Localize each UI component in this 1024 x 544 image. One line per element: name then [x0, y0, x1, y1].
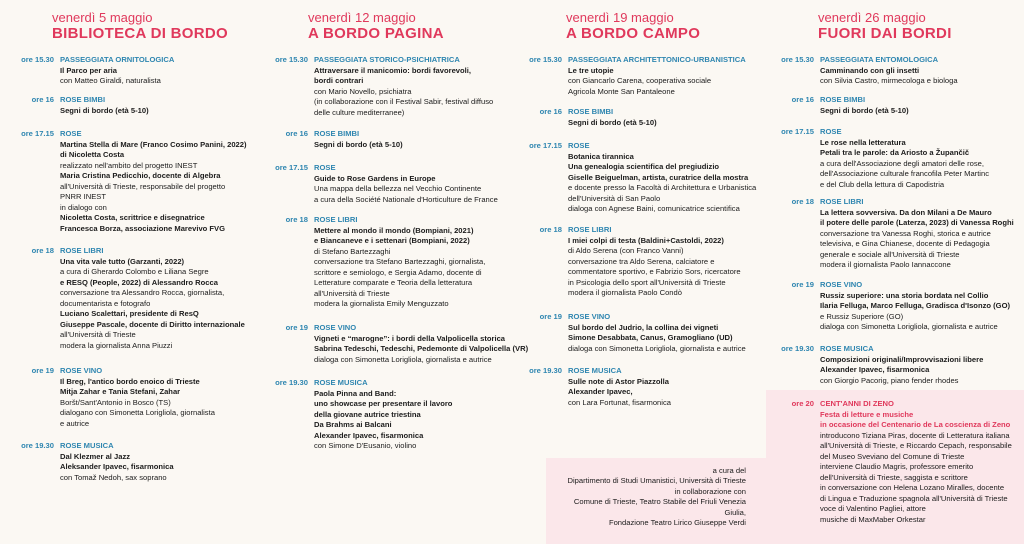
day-date: venerdì 19 maggio [566, 10, 674, 25]
event-category: ROSE LIBRI [60, 246, 104, 255]
event-line: Vigneti e “marogne”: i bordi della Valpolicella storica [314, 333, 506, 343]
event-time: ore 15.30 [275, 55, 308, 64]
event-line: Giselle Beiguelman, artista, curatrice della mostra [568, 172, 749, 182]
event-line: e del Club della lettura di Capodistria [820, 179, 945, 189]
event-line: dialoga con Agnese Baini, comunicatrice scientifica [568, 204, 740, 213]
credits-line: a cura del [712, 466, 746, 475]
event-line: con Giorgio Pacorig, piano fender rhodes [820, 375, 959, 385]
event-line: con Matteo Giraldi, naturalista [60, 76, 161, 85]
event-line: in occasione del Centenario de La coscienza di Zeno [820, 420, 1011, 429]
event-time: ore 16 [31, 95, 54, 104]
event-line: Una vita vale tutto (Garzanti, 2022) [60, 256, 185, 266]
event-line: Francesca Borza, associazione Marevivo FVG [60, 223, 226, 233]
event-line: di Nicoletta Costa [60, 150, 125, 159]
credits-line: in collaborazione con [674, 486, 746, 496]
credits-line: Comune di Trieste, Teatro Stabile del Friuli Venezia Giulia, [573, 497, 746, 517]
event-line: Sabrina Tedeschi, Tedeschi, Pedemonte di Valpolicella (VR) [314, 344, 529, 353]
event-line: Mitja Zahar e Tania Stefani, Zahar [60, 387, 181, 396]
event-category: ROSE LIBRI [568, 225, 612, 234]
event-line: e Biancaneve e i settenari (Bompiani, 2022) [314, 236, 470, 245]
event-body [568, 312, 764, 354]
event-line: interviene Claudio Magris, professore emerito [820, 462, 974, 471]
event-body [568, 366, 764, 408]
event-line: dialoga con Simonetta Lorigliola, giornalista e autrice [568, 343, 746, 353]
event-line: Martina Stella di Mare (Franco Cosimo Panini, 2022) [60, 139, 247, 149]
event-line: con Giancarlo Carena, cooperativa sociale [568, 76, 712, 85]
event-line: con Silvia Castro, mirmecologa e biologa [820, 76, 958, 85]
day-date: venerdì 5 maggio [52, 10, 153, 25]
event-line: Luciano Scalettari, presidente di ResQ [60, 309, 199, 318]
event-body [60, 441, 256, 483]
event-body [314, 215, 510, 310]
event-time: ore 19 [31, 366, 54, 375]
event-line: del Museo Sveviano del Comune di Trieste [820, 451, 965, 461]
event-line: Russiz superiore: una storia bordata nel Collio [820, 290, 989, 300]
day-title: FUORI DAI BORDI [818, 25, 952, 42]
event-line: e docente presso la Facoltà di Architettura e Urbanistica [568, 183, 757, 192]
credits-line: Fondazione Teatro Lirico Giuseppe Verdi [608, 518, 746, 528]
event-line: (in collaborazione con il Festival Sabir, festival diffuso [314, 97, 494, 106]
event-time: ore 19.30 [275, 378, 308, 387]
event-body [60, 95, 256, 116]
event-line: della giovane autrice triestina [314, 409, 421, 419]
event-time: ore 16 [791, 95, 814, 104]
event-line: all'Università di Trieste [60, 330, 136, 339]
event-time: ore 17.15 [21, 129, 54, 138]
event-time: ore 19.30 [529, 366, 562, 375]
event-body [568, 55, 764, 97]
event-line: documentarista e fotografo [60, 298, 151, 308]
event-time: ore 19 [791, 280, 814, 289]
event-line: Da Brahms ai Balcani [314, 420, 392, 429]
event-category: CENT'ANNI DI ZENO [820, 399, 894, 408]
event-line: dialoga con Simonetta Lorigliola, giornalista e autrice [820, 322, 998, 331]
event-line: La lettera sovversiva. Da don Milani a De Mauro [820, 207, 992, 217]
event-line: introducono Tiziana Piras, docente di Letteratura italiana [820, 430, 1010, 440]
event-body [820, 127, 1016, 190]
event-line: di Lingua e Traduzione spagnola all'Università di Trieste [820, 493, 1008, 503]
event-line: conversazione tra Aldo Serena, calciatore e [568, 256, 715, 266]
event-line: conversazione tra Vanessa Roghi, storica e autrice [820, 228, 991, 238]
event-time: ore 16 [285, 129, 308, 138]
event-body [60, 129, 256, 234]
event-line: in Psicologia dello sport all'Università di Trieste [568, 277, 726, 287]
event-line: dialogano con Simonetta Lorigliola, giornalista [60, 408, 215, 417]
event-line: generale e sociale all'Università di Trieste [820, 249, 960, 259]
event-line: con Lara Fortunat, fisarmonica [568, 397, 671, 407]
event-body [568, 141, 764, 215]
event-line: conversazione tra Alessandro Rocca, giornalista, [60, 288, 225, 297]
event-line: Segni di bordo (età 5-10) [314, 139, 403, 149]
event-line: Una genealogia scientifica del pregiudizio [568, 162, 720, 171]
event-category: ROSE [314, 163, 336, 172]
event-body [568, 225, 764, 299]
event-line: in conversazione con Helena Lozano Miralles, docente [820, 483, 1005, 492]
event-category: ROSE VINO [568, 312, 611, 321]
event-line: Sulle note di Astor Piazzolla [568, 376, 669, 386]
event-line: a cura di Gherardo Colombo e Liliana Segre [60, 267, 209, 276]
day-date: venerdì 12 maggio [308, 10, 416, 25]
event-line: e autrice [60, 418, 90, 428]
event-line: e RESQ (People, 2022) di Alessandro Rocca [60, 277, 218, 287]
event-line: Petali tra le parole: da Ariosto a Župančič [820, 148, 970, 157]
event-line: con Mario Novello, psichiatra [314, 86, 412, 96]
event-line: Sul bordo del Judrio, la collina dei vigneti [568, 322, 719, 332]
day-header [818, 10, 952, 42]
event-line: Il Breg, l'antico bordo enoico di Trieste [60, 376, 200, 386]
event-time: ore 17.15 [781, 127, 814, 136]
event-category: ROSE VINO [314, 323, 357, 332]
event-line: Giuseppe Pascale, docente di Diritto internazionale [60, 319, 245, 329]
event-line: modera la giornalista Emily Menguzzato [314, 299, 449, 308]
event-line: dell'Università di Trieste, saggista e scrittore [820, 472, 968, 482]
event-category: ROSE MUSICA [568, 366, 622, 375]
event-category: ROSE [60, 129, 82, 138]
event-line: di Stefano Bartezzaghi [314, 246, 391, 256]
event-line: modera il giornalista Paolo Condò [568, 288, 682, 297]
event-body [820, 55, 1016, 87]
event-line: scrittore e semiologo, e Sergia Adamo, docente di [314, 267, 482, 277]
event-line: commentatore sportivo, e Fabrizio Sors, ricercatore [568, 267, 741, 276]
event-line: Alexander Ipavec, fisarmonica [314, 430, 424, 440]
event-body [568, 107, 764, 128]
event-line: realizzato nell'ambito del progetto INEST [60, 160, 198, 170]
event-line: Guide to Rose Gardens in Europe [314, 173, 436, 183]
event-line: all'Università di Trieste, responsabile del progetto [60, 181, 226, 191]
event-category: PASSEGGIATA STORICO-PSICHIATRICA [314, 55, 460, 64]
event-category: ROSE [820, 127, 842, 136]
event-line: Letterature comparate e Teoria della letteratura [314, 278, 473, 287]
event-line: il potere delle parole (Laterza, 2023) di Vanessa Roghi [820, 218, 1014, 227]
event-line: Le rose nella letteratura [820, 137, 906, 147]
event-line: dialoga con Simonetta Lorigliola, giornalista e autrice [314, 354, 492, 364]
event-time: ore 16 [539, 107, 562, 116]
event-line: Composizioni originali/Improvvisazioni libere [820, 354, 984, 364]
event-line: I miei colpi di testa (Baldini+Castoldi, 2022) [568, 235, 724, 245]
event-line: Alexander Ipavec, fisarmonica [820, 365, 930, 374]
event-category: ROSE BIMBI [568, 107, 614, 116]
event-category: ROSE LIBRI [314, 215, 358, 224]
event-line: Paola Pinna and Band: [314, 388, 397, 398]
day-title: A BORDO CAMPO [566, 25, 701, 42]
day-date: venerdì 26 maggio [818, 10, 926, 25]
event-line: musiche di MaxMaber Orkestar [820, 514, 926, 524]
event-category: ROSE MUSICA [820, 344, 874, 353]
event-line: Segni di bordo (età 5-10) [568, 117, 657, 127]
event-line: Segni di bordo (età 5-10) [820, 105, 909, 115]
event-body [314, 323, 529, 365]
event-time: ore 19 [539, 312, 562, 321]
event-category: PASSEGGIATA ENTOMOLOGICA [820, 55, 939, 64]
event-line: in dialogo con [60, 202, 107, 212]
event-time: ore 18 [791, 197, 814, 206]
event-time: ore 18 [285, 215, 308, 224]
event-line: uno showcase per presentare il lavoro [314, 399, 453, 408]
event-body [60, 55, 256, 87]
event-line: modera la giornalista Anna Piuzzi [60, 340, 173, 350]
event-body [820, 95, 1016, 116]
event-body [314, 378, 510, 452]
event-line: Le tre utopie [568, 65, 614, 75]
event-time: ore 17.15 [275, 163, 308, 172]
event-line: dell'Associazione culturale francofila Peter Martinc [820, 169, 990, 178]
event-line: e Russiz Superiore (GO) [820, 311, 904, 321]
event-line: PNRR INEST [60, 192, 106, 201]
event-time: ore 15.30 [529, 55, 562, 64]
event-line: televisiva, e Gina Chianese, docente di Pedagogia [820, 239, 990, 248]
event-line: Segni di bordo (età 5-10) [60, 105, 149, 115]
day-header [566, 10, 700, 42]
event-body [820, 280, 1016, 333]
event-category: ROSE MUSICA [314, 378, 368, 387]
event-line: Simone Desabbata, Canus, Gramogliano (UD) [568, 333, 733, 342]
event-line: Aleksander Ipavec, fisarmonica [60, 462, 174, 471]
event-category: ROSE [568, 141, 590, 150]
event-category: ROSE BIMBI [60, 95, 106, 104]
event-category: PASSEGGIATA ORNITOLOGICA [60, 55, 175, 64]
event-line: Botanica tirannica [568, 151, 634, 161]
event-line: Maria Cristina Pedicchio, docente di Algebra [60, 171, 221, 180]
event-body [60, 366, 256, 429]
event-line: all'Università di Trieste [314, 288, 390, 298]
credits-line: Dipartimento di Studi Umanistici, Università di Trieste [567, 476, 746, 486]
event-line: all'Università di Trieste, e Riccardo Cepach, responsabile [820, 441, 1012, 450]
event-line: Festa di letture e musiche [820, 409, 914, 419]
event-line: Camminando con gli insetti [820, 65, 920, 75]
event-body [820, 344, 1016, 386]
event-line: delle culture mediterranee) [314, 107, 405, 117]
event-category: ROSE BIMBI [820, 95, 866, 104]
day-title: BIBLIOTECA DI BORDO [52, 25, 228, 42]
event-line: Nicoletta Costa, scrittrice e disegnatrice [60, 213, 205, 222]
event-category: PASSEGGIATA ARCHITETTONICO-URBANISTICA [568, 55, 746, 64]
event-line: Il Parco per aria [60, 65, 117, 75]
event-time: ore 17.15 [529, 141, 562, 150]
event-time: ore 18 [31, 246, 54, 255]
event-category: ROSE VINO [60, 366, 103, 375]
day-header [52, 10, 228, 42]
event-time: ore 15.30 [21, 55, 54, 64]
event-line: a cura della Société Nationale d'Horticulture de France [314, 194, 498, 204]
event-time: ore 18 [539, 225, 562, 234]
event-body [60, 246, 256, 351]
event-line: a cura dell'Associazione degli amatori delle rose, [820, 158, 984, 168]
event-category: ROSE VINO [820, 280, 863, 289]
event-time: ore 19.30 [21, 441, 54, 450]
event-time: ore 15.30 [781, 55, 814, 64]
event-line: di Aldo Serena (con Franco Vanni) [568, 246, 684, 255]
event-line: bordi contrari [314, 76, 364, 85]
event-line: Una mappa della bellezza nel Vecchio Continente [314, 184, 482, 193]
credits [552, 466, 746, 528]
event-line: Alexander Ipavec, [568, 387, 633, 396]
event-line: Mettere al mondo il mondo (Bompiani, 2021) [314, 225, 474, 235]
event-time: ore 19.30 [781, 344, 814, 353]
event-line: modera il giornalista Paolo Iannaccone [820, 260, 951, 269]
event-body [820, 399, 1016, 525]
event-line: Attraversare il manicomio: bordi favorevoli, [314, 65, 471, 75]
event-time: ore 20 [791, 399, 814, 408]
event-body [314, 129, 510, 150]
day-header [308, 10, 444, 42]
event-line: con Simone D'Eusanio, violino [314, 441, 417, 450]
event-line: Ilaria Felluga, Marco Felluga, Gradisca d'Isonzo (GO) [820, 301, 1011, 310]
event-line: con Tomaž Nedoh, sax soprano [60, 472, 167, 482]
event-line: Dal Klezmer al Jazz [60, 451, 131, 461]
day-title: A BORDO PAGINA [308, 25, 444, 42]
event-category: ROSE BIMBI [314, 129, 360, 138]
event-line: dell'Università di San Paolo [568, 193, 661, 203]
event-body [820, 197, 1016, 271]
event-category: ROSE LIBRI [820, 197, 864, 206]
event-line: Boršt/Sant'Antonio in Bosco (TS) [60, 397, 171, 407]
event-line: conversazione tra Stefano Bartezzaghi, giornalista, [314, 257, 486, 266]
event-line: Agricola Monte San Pantaleone [568, 86, 675, 96]
event-time: ore 19 [285, 323, 308, 332]
event-body [314, 55, 510, 118]
event-body [314, 163, 510, 205]
event-category: ROSE MUSICA [60, 441, 114, 450]
event-line: voce di Valentino Pagliei, attore [820, 504, 926, 513]
